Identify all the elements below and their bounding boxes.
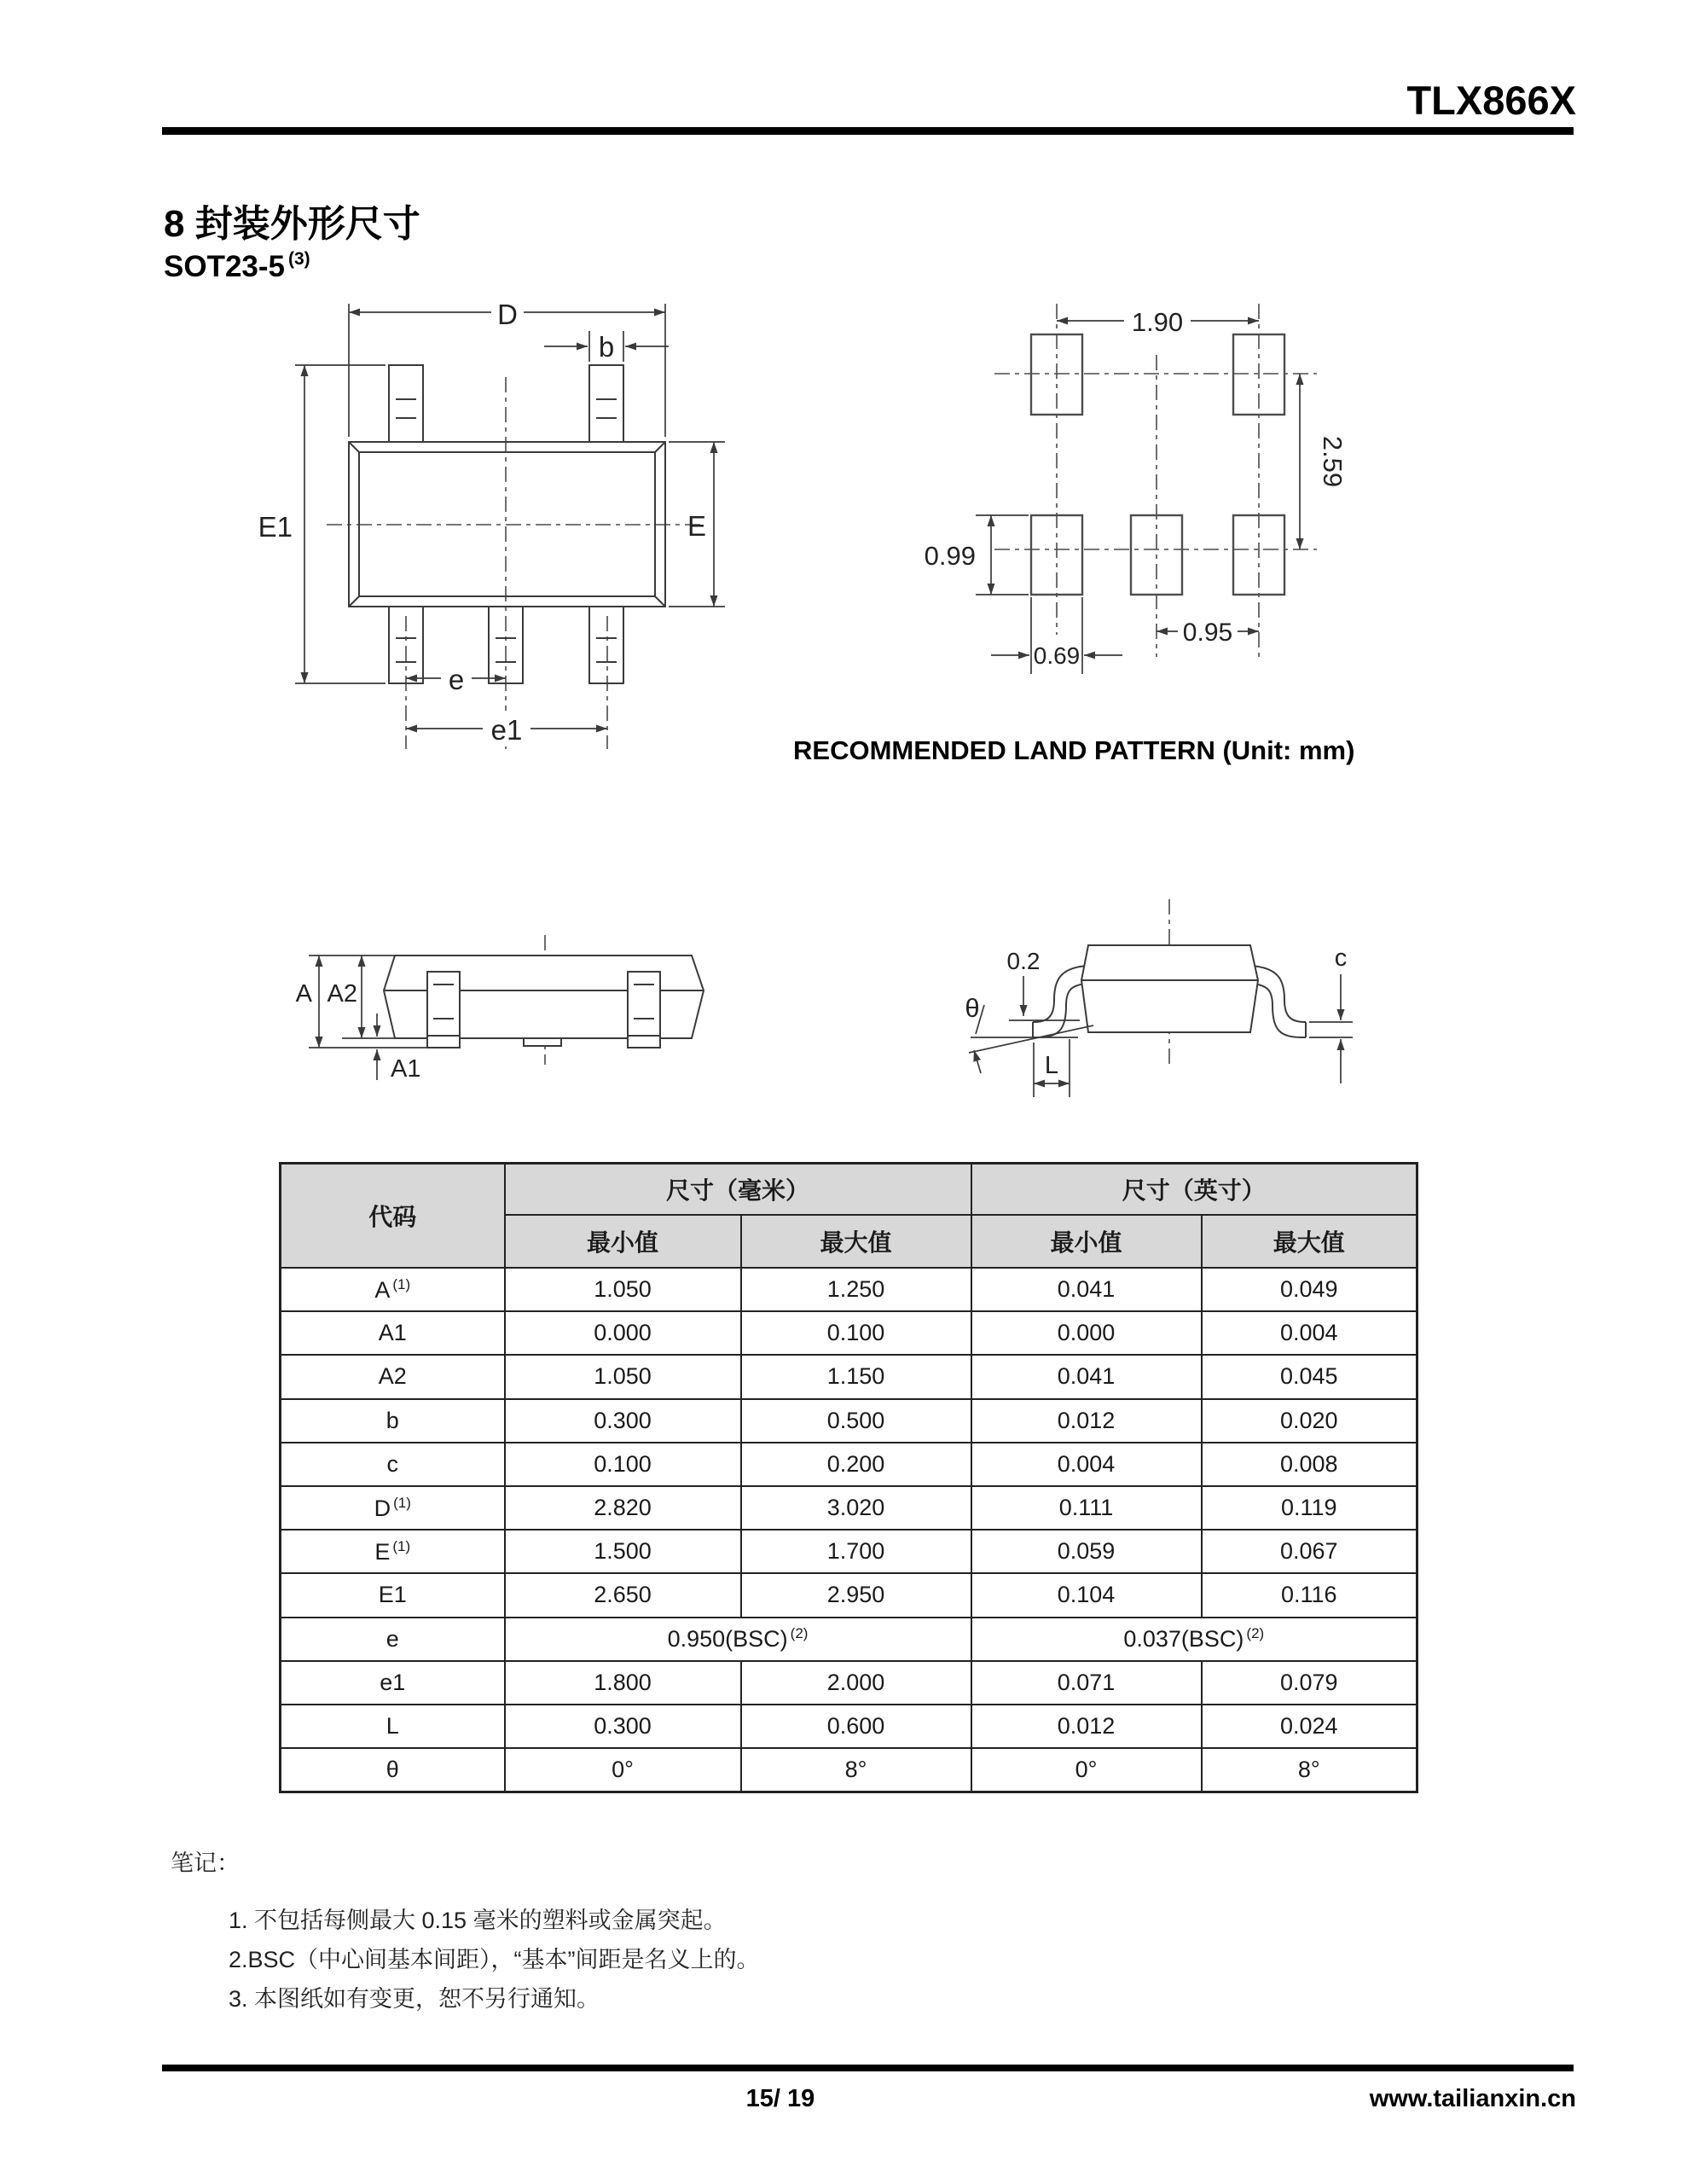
dim-code-cell: E1 (281, 1573, 505, 1617)
dim-value-cell: 0.000 (505, 1311, 741, 1355)
side-view-lead-drawing (921, 887, 1399, 1109)
dim-b-label: b (598, 331, 615, 363)
dim-value-cell: 1.050 (505, 1268, 741, 1311)
package-name-text: SOT23-5 (164, 250, 285, 283)
notes-title: 笔记： (171, 1850, 240, 1876)
notes-section (171, 1844, 760, 2024)
dim-value-cell: 1.500 (505, 1530, 741, 1573)
header-rule (162, 127, 1574, 135)
dim-value-cell: 1.050 (505, 1355, 741, 1398)
dim-value-cell: 8° (741, 1748, 971, 1792)
table-row (281, 1355, 1417, 1398)
dim-value-cell: 0.041 (971, 1355, 1202, 1398)
land-pattern-drawing (896, 282, 1407, 691)
dim-code-cell: θ (281, 1748, 505, 1792)
dim-E1-label: E1 (258, 511, 293, 543)
dim-theta-label: θ (965, 993, 980, 1023)
dim-E-label: E (687, 510, 706, 542)
package-name (164, 249, 310, 284)
dim-value-cell: 0.500 (741, 1399, 971, 1443)
dim-pitch-x-label: 1.90 (1131, 307, 1184, 337)
land-pattern-caption: RECOMMENDED LAND PATTERN (Unit: mm) (793, 735, 1355, 765)
dim-code-cell: L (281, 1705, 505, 1748)
dim-value-cell: 0.037(BSC) $^{(2)}$ (971, 1618, 1417, 1661)
dim-value-cell: 8° (1202, 1748, 1417, 1792)
dim-value-cell: 0.049 (1202, 1268, 1417, 1311)
dim-code-cell: E $^{(1)}$ (281, 1530, 505, 1573)
dim-A2-label: A2 (327, 980, 357, 1008)
dim-value-cell: 2.820 (505, 1486, 741, 1530)
dim-value-cell: 0.041 (971, 1268, 1202, 1311)
dim-value-cell: 0.012 (971, 1705, 1202, 1748)
dim-code-cell: e (281, 1618, 505, 1661)
dim-value-cell: 1.250 (741, 1268, 971, 1311)
dim-standoff-label: 0.2 (1006, 948, 1041, 974)
table-row (281, 1705, 1417, 1748)
dim-code-cell: c (281, 1443, 505, 1486)
dim-value-cell: 0.004 (971, 1443, 1202, 1486)
table-row (281, 1573, 1417, 1617)
col-header-mm-min: 最小值 (505, 1215, 741, 1268)
dim-L-label: L (1044, 1052, 1059, 1079)
dim-value-cell: 0.071 (971, 1661, 1202, 1705)
dim-value-cell: 0.079 (1202, 1661, 1417, 1705)
footer-rule (162, 2065, 1574, 2071)
dim-value-cell: 0.116 (1202, 1573, 1417, 1617)
note-item: 3. 本图纸如有变更，恕不另行通知。 (229, 1986, 600, 2012)
dim-e-label: e (448, 664, 465, 695)
package-top-view-drawing (154, 282, 751, 759)
dim-value-cell: 0.300 (505, 1705, 741, 1748)
dim-value-cell: 0.100 (741, 1311, 971, 1355)
table-row (281, 1530, 1417, 1573)
dim-value-cell: 0.119 (1202, 1486, 1417, 1530)
col-header-mm-max: 最大值 (741, 1215, 971, 1268)
table-row (281, 1748, 1417, 1792)
table-row (281, 1268, 1417, 1311)
dim-value-cell: 1.150 (741, 1355, 971, 1398)
dim-c-label: c (1334, 944, 1348, 972)
table-row (281, 1311, 1417, 1355)
dim-value-cell: 0.104 (971, 1573, 1202, 1617)
dim-value-cell: 0.067 (1202, 1530, 1417, 1573)
dim-value-cell: 0.950(BSC) $^{(2)}$ (505, 1618, 971, 1661)
col-header-code: 代码 (281, 1164, 505, 1269)
dim-value-cell: 1.800 (505, 1661, 741, 1705)
dim-value-cell: 0.000 (971, 1311, 1202, 1355)
dim-pad-height-label: 0.99 (924, 541, 976, 571)
table-row (281, 1661, 1417, 1705)
dim-A-label: A (295, 980, 312, 1008)
note-item: 1. 不包括每侧最大 0.15 毫米的塑料或金属突起。 (229, 1908, 727, 1933)
dim-value-cell: 0.045 (1202, 1355, 1417, 1398)
dim-e1-label: e1 (490, 714, 523, 746)
dim-value-cell: 0.020 (1202, 1399, 1417, 1443)
dim-pitch-mid-label: 0.95 (1182, 619, 1233, 647)
dim-value-cell: 2.650 (505, 1573, 741, 1617)
dim-value-cell: 1.700 (741, 1530, 971, 1573)
dim-table-body (281, 1268, 1417, 1792)
dim-value-cell: 0.200 (741, 1443, 971, 1486)
side-view-height-drawing (273, 904, 733, 1109)
col-header-in-min: 最小值 (971, 1215, 1202, 1268)
dim-value-cell: 0° (971, 1748, 1202, 1792)
footer-page-number: 15/ 19 (745, 2085, 815, 2112)
dim-value-cell: 2.950 (741, 1573, 971, 1617)
dim-code-cell: D $^{(1)}$ (281, 1486, 505, 1530)
dim-pitch-y-label: 2.59 (1318, 435, 1348, 488)
col-header-in-max: 最大值 (1202, 1215, 1417, 1268)
dim-value-cell: 0.300 (505, 1399, 741, 1443)
dim-value-cell: 0.004 (1202, 1311, 1417, 1355)
dim-value-cell: 0.111 (971, 1486, 1202, 1530)
dim-value-cell: 3.020 (741, 1486, 971, 1530)
dim-code-cell: A1 (281, 1311, 505, 1355)
col-group-inch: 尺寸（英寸） (971, 1164, 1417, 1216)
dim-code-cell: A2 (281, 1355, 505, 1398)
dim-value-cell: 0.008 (1202, 1443, 1417, 1486)
dim-value-cell: 0.012 (971, 1399, 1202, 1443)
dimension-table (279, 1162, 1418, 1793)
dim-value-cell: 2.000 (741, 1661, 971, 1705)
note-item: 2.BSC（中心间基本间距），“基本”间距是名义上的。 (229, 1947, 760, 1972)
table-row (281, 1399, 1417, 1443)
col-group-mm: 尺寸（毫米） (505, 1164, 971, 1216)
dim-code-cell: e1 (281, 1661, 505, 1705)
footer-website: www.tailianxin.cn (1369, 2085, 1576, 2112)
table-row (281, 1486, 1417, 1530)
doc-title: TLX866X (1406, 78, 1576, 123)
table-row (281, 1618, 1417, 1661)
dim-A1-label: A1 (391, 1055, 421, 1083)
dim-code-cell: b (281, 1399, 505, 1443)
dim-pad-width-label: 0.69 (1033, 642, 1081, 669)
dim-value-cell: 0° (505, 1748, 741, 1792)
table-row (281, 1443, 1417, 1486)
dim-D-label: D (497, 299, 518, 330)
package-note-ref: (3) (288, 249, 310, 269)
dim-value-cell: 0.100 (505, 1443, 741, 1486)
dim-value-cell: 0.024 (1202, 1705, 1417, 1748)
dim-value-cell: 0.059 (971, 1530, 1202, 1573)
dim-code-cell: A $^{(1)}$ (281, 1268, 505, 1311)
dim-value-cell: 0.600 (741, 1705, 971, 1748)
section-title: 8 封装外形尺寸 (164, 203, 420, 245)
